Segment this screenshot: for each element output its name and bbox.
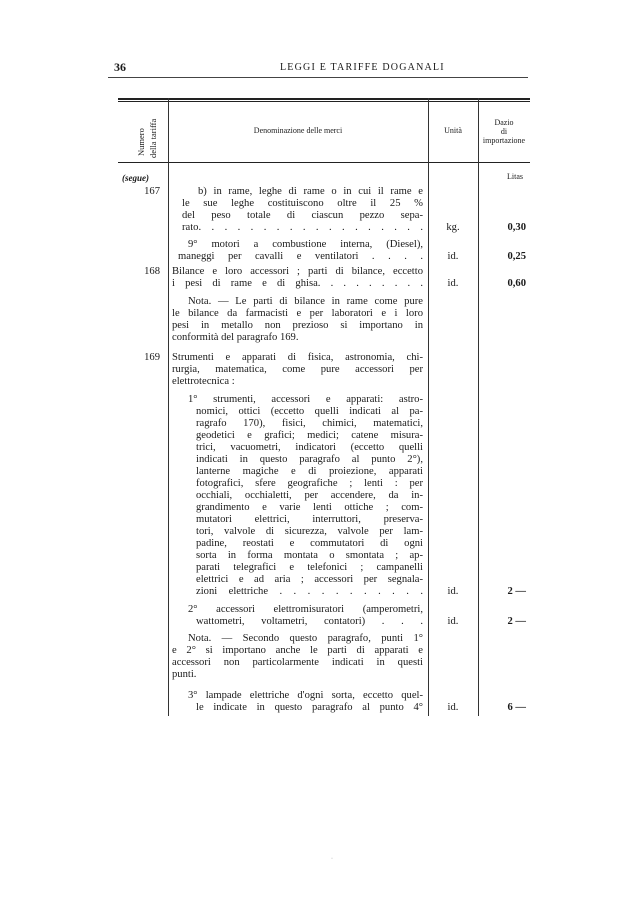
header-duty-line3: importazione — [482, 136, 526, 145]
header-rule — [108, 77, 528, 78]
duty-167-9: 0,25 — [507, 251, 526, 262]
line-169-intro-2: rurgia, matematica, come pure accessori per — [172, 364, 423, 375]
line-169-nota-2: e 2° si importano anche le parti di apparati e — [172, 645, 423, 656]
line-167b-4: rato. . . . . . . . . . . . . . . . . . — [182, 222, 423, 233]
line-169-1-03: ragrafo 170), fisici, chimici, matematici, — [196, 418, 423, 429]
unit-168: id. — [447, 278, 459, 289]
running-head: LEGGI E TARIFFE DOGANALI — [280, 62, 445, 73]
line-169-1-12: tori, valvole di sicurezza, valvole per lam- — [196, 526, 423, 537]
tariff-number-167: 167 — [144, 186, 160, 197]
line-169-1-14: sorta in forma montata o smontata ; ap- — [196, 550, 423, 561]
line-169-intro-1: Strumenti e apparati di fisica, astronomia, chi- — [172, 352, 423, 363]
line-169-2-2: wattometri, voltametri, contatori) . . . — [196, 616, 423, 627]
header-description: Denominazione delle merci — [253, 126, 343, 135]
line-169-intro-3: elettrotecnica : — [172, 376, 235, 387]
line-167b-3: del peso totale di ciascun pezzo sepa- — [182, 210, 423, 221]
line-169-nota-4: punti. — [172, 669, 197, 680]
duty-169-2: 2 — — [507, 616, 526, 627]
duty-169-1: 2 — — [507, 586, 526, 597]
line-169-3-2: le indicate in questo paragrafo al punto 4° — [196, 702, 423, 713]
line-169-1-04: geodetici e grafici; medici; catene misura- — [196, 430, 423, 441]
line-169-1-08: fotografici, sfere geografiche ; lenti : per — [196, 478, 423, 489]
line-167b-1: b) in rame, leghe di rame o in cui il rame e — [198, 186, 423, 197]
currency-label: Litas — [507, 172, 523, 181]
line-168-nota-4: conformità del paragrafo 169. — [172, 332, 299, 343]
duty-168: 0,60 — [507, 278, 526, 289]
line-168-1: Bilance e loro accessori ; parti di bilance, eccetto — [172, 266, 423, 277]
header-number-line2: della tariffa — [148, 118, 158, 158]
header-unit: Unità — [444, 126, 462, 135]
line-169-1-01: 1° strumenti, accessori e apparati: astro- — [188, 394, 423, 405]
header-number — [122, 106, 166, 158]
line-169-1-09: occhiali, occhialetti, per accendere, da in- — [196, 490, 423, 501]
line-167b-2: le sue leghe costituiscono oltre il 25 % — [182, 198, 423, 209]
page-number: 36 — [114, 60, 126, 74]
line-169-3-1: 3° lampade elettriche d'ogni sorta, eccetto quel- — [188, 690, 423, 701]
line-168-2: i pesi di rame e di ghisa. . . . . . . . . — [172, 278, 423, 289]
header-number-line1: Numero — [136, 128, 146, 156]
table-top-rule-inner — [118, 101, 530, 102]
unit-169-1: id. — [447, 586, 459, 597]
line-168-nota-3: pesi in metallo non prezioso si importano in — [172, 320, 423, 331]
header-duty — [478, 118, 530, 145]
line-169-1-17: zioni elettriche . . . . . . . . . . . — [196, 586, 423, 597]
unit-169-3: id. — [447, 702, 459, 713]
line-167-9-1: 9° motori a combustione interna, (Diesel), — [188, 239, 423, 250]
line-169-1-10: grandimento e varie lenti ottiche ; com- — [196, 502, 423, 513]
line-169-1-15: parati telegrafici e telefonici ; campanelli — [196, 562, 423, 573]
line-169-1-16: elettrici e ad aria ; accessori per segnala- — [196, 574, 423, 585]
tariff-number-168: 168 — [144, 266, 160, 277]
header-duty-line2: di — [500, 127, 508, 136]
unit-169-2: id. — [447, 616, 459, 627]
line-168-nota-2: le bilance da farmacisti e per laboratori e i loro — [172, 308, 423, 319]
tariff-number-169: 169 — [144, 352, 160, 363]
line-169-nota-1: Nota. — Secondo questo paragrafo, punti 1° — [188, 633, 423, 644]
line-167-9-2: maneggi per cavalli e ventilatori . . . . — [178, 251, 423, 262]
header-bottom-rule — [118, 162, 530, 163]
col-divider-number — [168, 98, 169, 716]
line-168-nota-1: Nota. — Le parti di bilance in rame come pure — [188, 296, 423, 307]
duty-167b: 0,30 — [507, 222, 526, 233]
duty-169-3: 6 — — [507, 702, 526, 713]
segue-label: (segue) — [122, 173, 149, 183]
unit-167b: kg. — [446, 222, 460, 233]
table-top-rule — [118, 98, 530, 100]
line-169-1-11: mutatori elettrici, interruttori, preserva- — [196, 514, 423, 525]
print-speck: · — [331, 856, 333, 862]
line-169-1-13: padine, reostati e commutatori di ogni — [196, 538, 423, 549]
header-duty-line1: Dazio — [494, 118, 514, 127]
line-169-nota-3: accessori non particolarmente indicati in questi — [172, 657, 423, 668]
line-169-1-07: lanterne magiche e di proiezione, apparati — [196, 466, 423, 477]
line-169-1-02: nomici, ottici (eccetto quelli indicati al pa- — [196, 406, 423, 417]
line-169-2-1: 2° accessori elettromisuratori (amperometri, — [188, 604, 423, 615]
col-divider-unit — [478, 98, 479, 716]
line-169-1-05: trici, vacuometri, indicatori (eccetto quelli — [196, 442, 423, 453]
unit-167-9: id. — [447, 251, 459, 262]
line-169-1-06: indicati in questo paragrafo al punto 2°), — [196, 454, 423, 465]
